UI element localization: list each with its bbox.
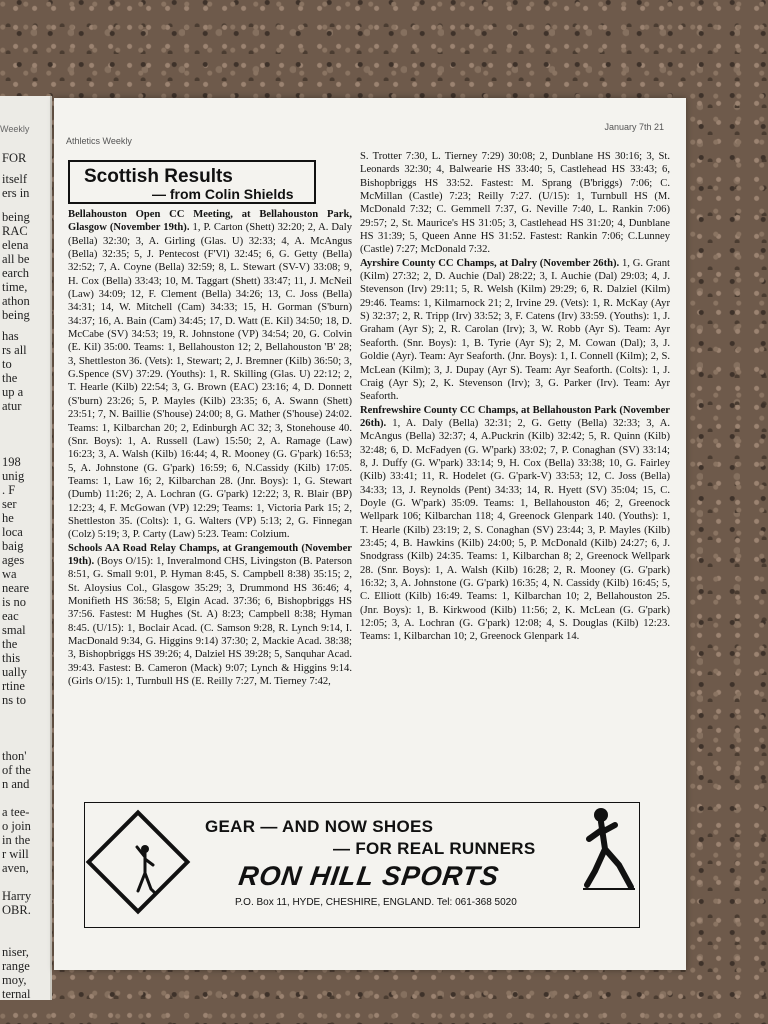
results-paragraph [360, 150, 670, 257]
left-page-text-fragment: smal [2, 623, 26, 637]
left-page-text-fragment: being [2, 210, 30, 224]
results-text: S. Trotter 7:30, L. Tierney 7:29) 30:08; 2, Dunblane HS 30:16; 3, St. Leonards 32:30; 4, Balwearie HS 33:40; 5, Castlehead HS 33:43; 6, Bishopbriggs HS 33:52. Fastest: M. Sprang (B'briggs) 7:06; C. McMillan (Castle) 7:23; Reilly 7:27. (U/15): 1, Turnbull HS (M. McDonald 7:32; C. Gemmell 7:37, G. Neville 7:40, L. Rankin 7:06) 29:57; 2, St. Maurice's HS 31:05; 3, Castlehead HS 31:20; 4, Dunblane HS 31:39; 5, Queen Anne HS 31:52. Fastest: Rankin 7:06; C.Lunney (Castle) 7:27; McDonald 7:32. [360, 151, 670, 256]
ron-hill-advertisement [84, 802, 640, 928]
results-text: 1, A. Daly (Bella) 32:31; 2, G. Getty (Bella) 32:33; 3, A. McAngus (Bella) 32:37; 4, A.Puckrin (Kilb) 32:42; 5, R. Quinn (Kilb) 32:48; 6, D. McFadyen (G. W'park) 33:02; 7, P. Conaghan (SV) 33:14; 8, J. Duffy (G. W'park) 33:14; 9, H. Cox (Bella) 33:38; 10, G. Fairley (Kilb) 33:41; 11, R. Hodelet (G. G'park-V) 33:53; 12, C. Joss (Bella) 34:33; 13, J. Reynolds (Pent) 34:33; 14, R. Hyett (SV) 35:04; 15, C. Doyle (G. W'park) 35:09. Teams: 1, Bellahouston 46; 2, Greenock Wellpark 106; Kilbarchan 118; 4, Greenock Glenpark 140. (Youths): 1, T. Hearle (Kilb) 23:19; 2, S. Conaghan (SV) 23:44; 3, P. Mayles (Kilb) 23:45; 4, B. Hawkins (Kilb) 24:00; 5, P. McDonald (Kilb) 24:27; 6, J. Snodgrass (Kilb) 24:35. Teams: 1, Kilbarchan 8; 2, Greenock Wellpark 28. (Snr. Boys): 1, A. Walsh (Kilb) 16:28; 2, R. Mooney (G. G'park) 16:32; 3, A. Johnstone (G. G'park) 16:35; 4, N. Cassidy (Kilb) 16:45; 5, C. Elliott (Kilb) 16:49. Teams: 1, Kilbarchan 10; 2, Bellahouston 25. (Jnr. Boys): 1, B. Kirkwood (Kilb) 11:56; 2, K. McLean (G. G'park) 12:05; 3, A. Lochran (G. G'park) 12:08; 4, S. Douglas (Kilb) 12:23. Teams: 1, Kilbarchan 10; 2, Greenock Glenpark 14. [360, 417, 670, 643]
left-page-text-fragment: Harry [2, 889, 32, 903]
results-text: 1, G. Grant (Kilm) 27:32; 2, D. Auchie (Dal) 28:22; 3, I. Auchie (Dal) 29:03; 4, J. Stevenson (Irv) 29:11; 5, R. Welsh (Kilm) 29:29; 6, R. Dalziel (Kilm) 29:46. Teams: 1, Kilmarnock 21; 2, Irvine 29. (Vets): 1, R. McKay (Ayr S) 32:37; 2, R. Tripp (Irv) 33:52; 3, F. Catens (Irv) 33:59. (Youths): 1, J. Graham (Ayr S); 2, R. Carolan (Irv); 3, W. Robb (Ayr S). Team: Ayr Seaforth. (Snr. Boys): 1, B. Tyrie (Ayr S); 2, M. Cowan (Dal); 3, J. Goldie (Ayr). Team: Ayr Seaforth. (Jnr. Boys): 1, I. Connell (Kilm); 2, S. McLean (Kilm); 3, J. Dupay (Ayr S). Team: Ayr Seaforth. (Colts): 1, J. Craig (Ayr S); 2, K. Stevenson (Irv); 3, G. Parker (Irv). Team: Ayr Seaforth. [360, 257, 670, 403]
left-page-text-fragment: rtine [2, 679, 25, 693]
results-column-2 [360, 150, 670, 802]
left-page-text-fragment: a tee- [2, 805, 30, 819]
left-page-text-fragment: up a [2, 385, 24, 399]
article-title-box [68, 160, 316, 204]
results-column-1 [68, 208, 352, 794]
results-paragraph [360, 404, 670, 644]
left-page-text-fragment: aven, [2, 861, 29, 875]
results-paragraph [68, 542, 352, 689]
left-page-text-fragment: the [2, 371, 18, 385]
results-text: (Boys O/15): 1, Inveralmond CHS, Livingston (B. Paterson 8:51, G. Small 9:01, P. Hyman 8:45, S. Campbell 8:38) 35:15; 2, St. Aloysius Col., Glasgow 35:29; 3, Drummond HS 36:46; 4, Monifieth HS 36:58; 5, Elgin Acad. 37:36; 6, Bishopbriggs HS 37:56. Fastest: M Hughes (St. A) 8:23; Campbell 8:38; Hyman 8:45. (U/15): 1, Boclair Acad. (C. Samson 9:28, R. Lynch 9:14, I. MacDonald 9:34, G. Higgins 9:14) 37:30; 2, Mackie Acad. 38:38; 3, Bishopbriggs HS 39:26; 4, Dalziel HS 39:28; 5, Sanquhar Acad. 39:43. Fastest: B. Cameron (Mack) 9:07; Lynch & Higgins 9:14. (Girls O/15): 1, Turnbull HS (E. Reilly 7:27, M. Tierney 7:42, [68, 555, 352, 688]
left-page-text-fragment: time, [2, 280, 28, 294]
left-page-text-fragment: 198 [2, 455, 21, 469]
left-page-text-fragment: this [2, 651, 21, 665]
left-page-text-fragment: earch [2, 266, 30, 280]
ad-brand-name: RON HILL SPORTS [236, 861, 502, 891]
results-text: 1, P. Carton (Shett) 32:20; 2, A. Daly (Bella) 32:30; 3, A. Girling (Glas. U) 32:33; 4, A. McAngus (Bella) 32:35; 5, J. Pentecost (F'Vl) 32:45; 6, G. Getty (Bella) 32:52; 7, A. Coyne (Bella) 32:59; 8, L. Stewart (SV-V) 33:08; 9, H. Cox (Bella) 33:43; 10, M. Taggart (Shett) 33:47; 11, J. McNeil (Law) 34:09; 12, F. Clement (Bella) 34:26; 13, C. Joss (Bella) 34:31; 14, W. Mitchell (Cam) 34:33; 15, H. Gorman (S'burn) 34:37; 16, A. Bain (Cam) 34:45; 17, D. Watt (E. Kil) 34:50; 18, D. McCabe (SV) 34:53; 19, R. Johnstone (VP) 34:54; 20, G. Colvin (E. Kil) 35:00. Teams: 1, Bellahouston 12; 2, Bellahouston 'B' 28; 3, Shettleston 36. (Vets): 1, Stewart; 2, J. Bremner (Kilb) 36:50; 3, G.Spence (SV) 37:29. (Youths): 1, R. Skilling (Glas. U) 22:12; 2, T. Hearle (Kilb) 22:54; 3, G. Brown (EAC) 23:16; 4, D. Donnett (S'burn) 23:26; 5, P. Mayles (Kilb) 23:35; 6, A. Swann (Shett) 23:51; 7, N. Baillie (S'house) 24:00; 8, G. Mather (S'house) 24:02. Teams: 1, Kilbarchan 20; 2, Edinburgh AC 32; 3, Stonehouse 40. (Snr. Boys): 1, A. Russell (Law) 15:50; 2, A. Ramage (Law) 16:23; 3, A. Walsh (Kilb) 16:44; 4, R. Mooney (G. G'park) 16:53; 5, A. Johnstone (G. G'park) 16:59; 6, N.Cassidy (Kilb) 17:05. Teams: 1, Law 16; 2, Kilbarchan 28. (Jnr. Boys): 1, G. Stewart (Dumb) 11:26; 2, A. Lochran (G. G'park) 12:22; 3, R. Blair (BP) 12:23; 4, F. McGowan (VP) 12:29; Teams: 1, Victoria Park 15; 2, Shettleston 35. (Colts): 1, G. Walters (VP) 5:13; 2, G. Finnegan (Colz) 5:19; 3, P. Carty (Law) 5:23. Team: Colzium. [68, 222, 352, 541]
left-page-edge [0, 96, 52, 1000]
runner-figure-icon [125, 841, 165, 903]
left-page-text-fragment: unig [2, 469, 25, 483]
left-page-text-fragment: moy, [2, 973, 27, 987]
left-page-text-fragment: is no [2, 595, 26, 609]
left-page-text-fragment: range [2, 959, 30, 973]
article-title: Scottish Results [84, 166, 233, 187]
ad-headline-line-1: GEAR — AND NOW SHOES [205, 817, 434, 836]
page-header-publication: Athletics Weekly [66, 136, 132, 146]
left-page-text-fragment: niser, [2, 945, 29, 959]
left-page-text-fragment: ers in [2, 186, 30, 200]
left-page-text-fragment: all be [2, 252, 30, 266]
left-page-text-fragment: . F [2, 483, 16, 497]
left-page-text-fragment: RAC [2, 224, 28, 238]
left-page-text-fragment: ternal [2, 987, 31, 1000]
ad-address: P.O. Box 11, HYDE, CHESHIRE, ENGLAND. Tel: 061-368 5020 [235, 897, 517, 908]
left-page-text-fragment: being [2, 308, 30, 322]
left-page-text-fragment: in the [2, 833, 31, 847]
left-page-text-fragment: neare [2, 581, 30, 595]
left-page-text-fragment: ages [2, 553, 25, 567]
article-byline: — from Colin Shields [152, 186, 294, 202]
left-page-text-fragment: r will [2, 847, 29, 861]
left-page-text-fragment: baig [2, 539, 24, 553]
left-page-text-fragment: athon [2, 294, 30, 308]
ad-headline-line-2: — FOR REAL RUNNERS [333, 839, 536, 858]
left-page-text-fragment: ser [2, 497, 17, 511]
left-page-text-fragment: of the [2, 763, 31, 777]
left-page-text-fragment: elena [2, 238, 29, 252]
left-page-text-fragment: he [2, 511, 14, 525]
left-page-text-fragment: has [2, 329, 19, 343]
results-paragraph [68, 208, 352, 542]
left-page-text-fragment: n and [2, 777, 30, 791]
left-page-text-fragment: eac [2, 609, 19, 623]
meeting-heading: Schools AA Road Relay Champs, at Grangemouth (November 19th). [68, 542, 352, 567]
left-page-text-fragment: rs all [2, 343, 27, 357]
left-page-text-fragment: thon' [2, 749, 27, 763]
left-page-text-fragment: to [2, 357, 12, 371]
meeting-heading: Bellahouston Open CC Meeting, at Bellahouston Park, Glasgow (November 19th). [68, 209, 352, 234]
left-page-header: Weekly [0, 124, 30, 134]
meeting-heading: Renfrewshire County CC Champs, at Bellahouston Park (November 26th). [360, 404, 670, 429]
left-page-text-fragment: wa [2, 567, 17, 581]
left-page-text-fragment: the [2, 637, 18, 651]
left-page-text-fragment: ns to [2, 693, 26, 707]
meeting-heading: Ayrshire County CC Champs, at Dalry (November 26th). [360, 257, 620, 269]
left-page-text-fragment: itself [2, 172, 27, 186]
left-page-text-fragment: ually [2, 665, 27, 679]
running-athlete-icon [581, 805, 637, 891]
results-paragraph [360, 257, 670, 404]
left-page-text-fragment: loca [2, 525, 23, 539]
left-page-text-fragment: o join [2, 819, 31, 833]
magazine-page [54, 98, 686, 970]
left-page-text-fragment: OBR. [2, 903, 31, 917]
left-page-text-fragment: atur [2, 399, 22, 413]
page-header-date-page: January 7th 21 [604, 122, 664, 132]
left-page-text-fragment: FOR [2, 151, 27, 165]
